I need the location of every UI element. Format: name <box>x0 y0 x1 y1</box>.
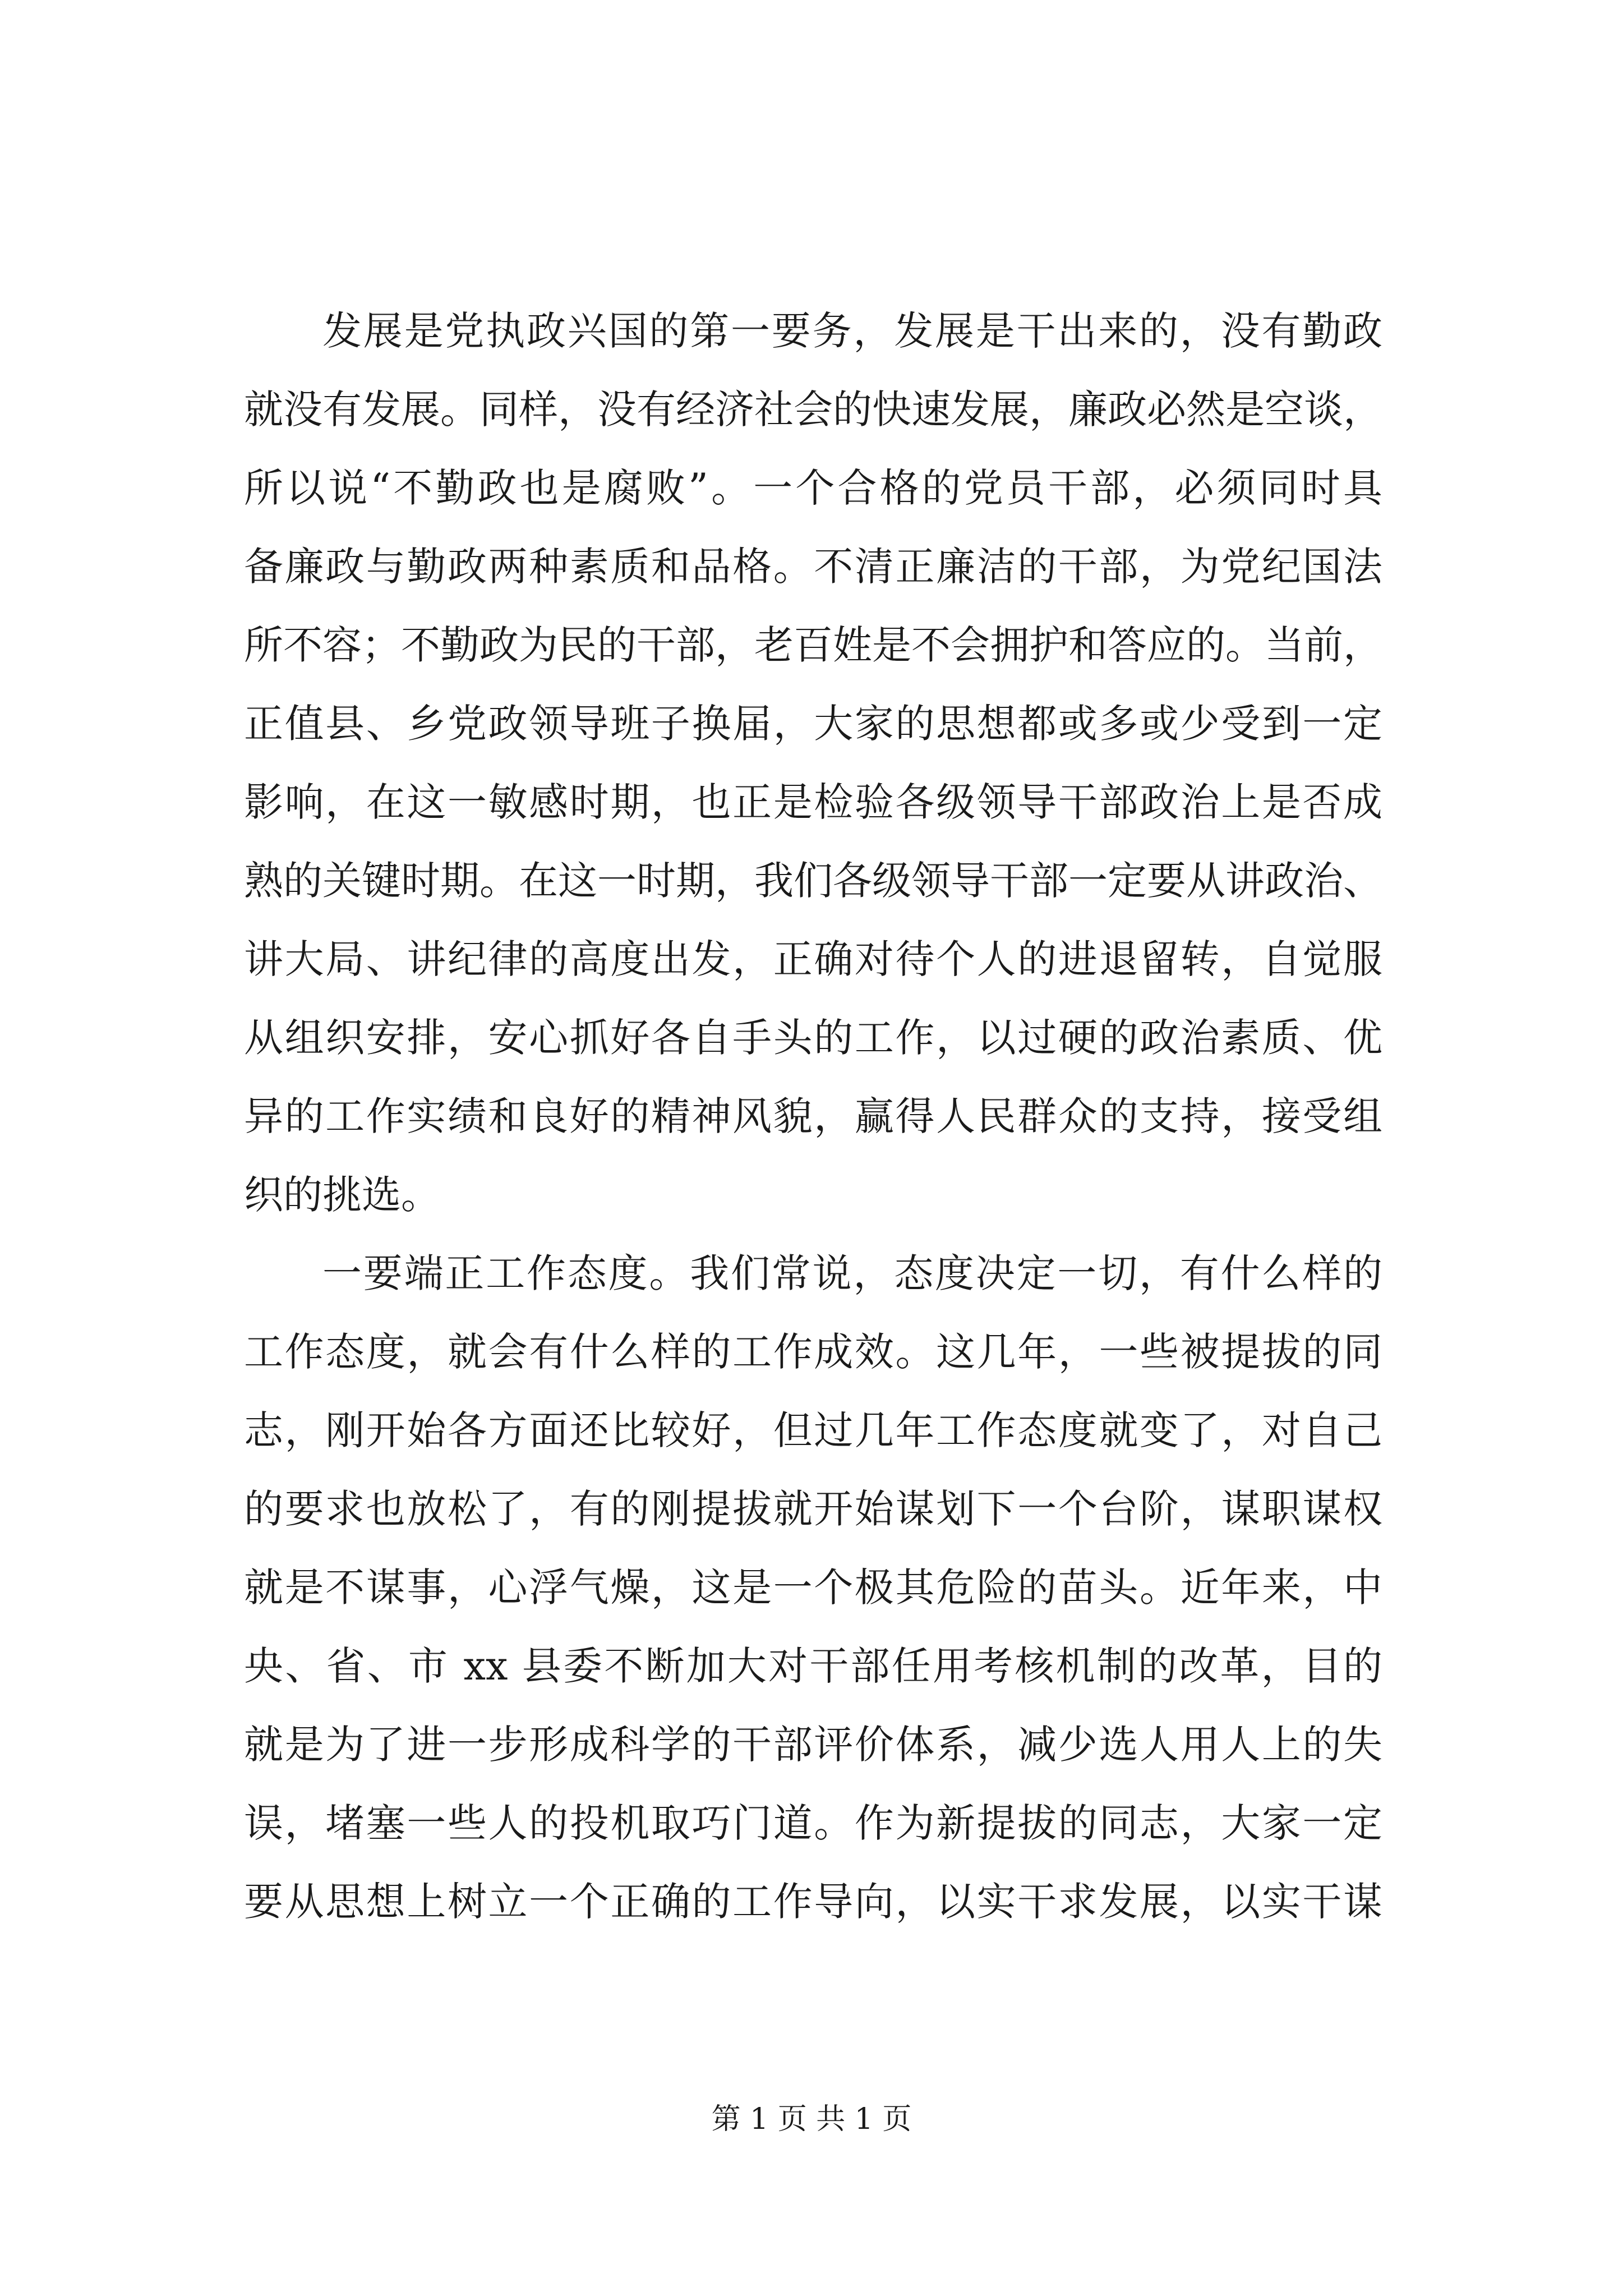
text-line: 从组织安排，安心抓好各自手头的工作，以过硬的政治素质、优 <box>244 1015 1382 1061</box>
text-line: 就没有发展。同样，没有经济社会的快速发展，廉政必然是空谈， <box>244 386 1382 432</box>
text-line: 异的工作实绩和良好的精神风貌，赢得人民群众的支持，接受组 <box>244 1093 1382 1139</box>
text-line: 就是为了进一步形成科学的干部评价体系，减少选人用人上的失 <box>244 1722 1382 1768</box>
text-line: 熟的关键时期。在这一时期，我们各级领导干部一定要从讲政治、 <box>244 858 1382 904</box>
text-line: 工作态度，就会有什么样的工作成效。这几年，一些被提拔的同 <box>244 1329 1382 1375</box>
text-line: 讲大局、讲纪律的高度出发，正确对待个人的进退留转，自觉服 <box>244 936 1382 982</box>
text-line: 央、省、市 xx 县委不断加大对干部任用考核机制的改革，目的 <box>244 1643 1382 1689</box>
text-line: 志，刚开始各方面还比较好，但过几年工作态度就变了，对自己 <box>244 1407 1382 1453</box>
text-line: 要从思想上树立一个正确的工作导向，以实干求发展，以实干谋 <box>244 1879 1382 1925</box>
text-line: 误，堵塞一些人的投机取巧门道。作为新提拔的同志，大家一定 <box>244 1800 1382 1846</box>
text-line: 所以说“不勤政也是腐败”。一个合格的党员干部，必须同时具 <box>244 465 1382 511</box>
text-line: 正值县、乡党政领导班子换届，大家的思想都或多或少受到一定 <box>244 701 1382 747</box>
text-line: 的要求也放松了，有的刚提拔就开始谋划下一个台阶，谋职谋权 <box>244 1486 1382 1532</box>
text-line: 就是不谋事，心浮气燥，这是一个极其危险的苗头。近年来，中 <box>244 1565 1382 1611</box>
text-line: 织的挑选。 <box>244 1172 440 1218</box>
document-body <box>244 292 1382 1941</box>
text-line: 备廉政与勤政两种素质和品格。不清正廉洁的干部，为党纪国法 <box>244 544 1382 590</box>
paragraph-1 <box>244 292 1382 1234</box>
text-line: 所不容；不勤政为民的干部，老百姓是不会拥护和答应的。当前， <box>244 622 1382 668</box>
text-line: 影响，在这一敏感时期，也正是检验各级领导干部政治上是否成 <box>244 779 1382 825</box>
text-line: 一要端正工作态度。我们常说，态度决定一切，有什么样的 <box>322 1250 1382 1296</box>
text-line: 发展是党执政兴国的第一要务，发展是干出来的，没有勤政 <box>322 308 1382 354</box>
page-number-footer: 第 1 页 共 1 页 <box>711 2102 912 2136</box>
paragraph-2 <box>244 1234 1382 1941</box>
